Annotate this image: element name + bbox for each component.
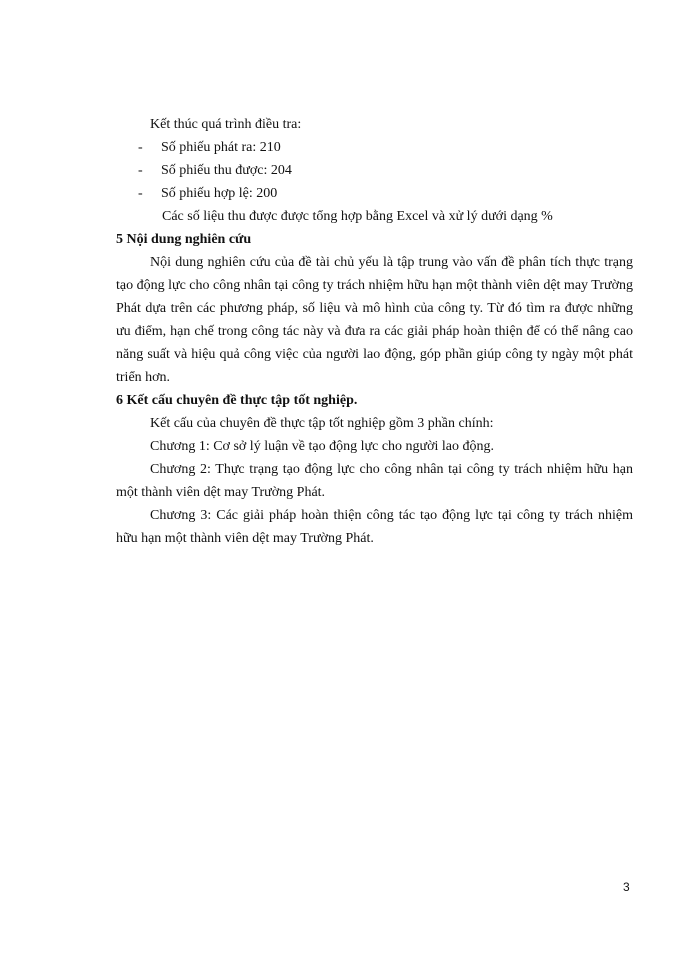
bullet-dash: - [138,140,143,155]
survey-item-text: Số phiếu thu được: 204 [161,163,292,178]
section-5-heading: 5 Nội dung nghiên cứu [116,232,252,247]
survey-item-text: Số phiếu hợp lệ: 200 [161,186,278,201]
page-number: 3 [623,880,630,894]
survey-item [116,136,633,159]
survey-item [116,182,633,205]
chapter-1: Chương 1: Cơ sở lý luận về tạo động lực cho người lao động. [150,439,495,454]
section-6-heading: 6 Kết cấu chuyên đề thực tập tốt nghiệp. [116,393,358,408]
bullet-dash: - [138,163,143,178]
section-6-intro: Kết cấu của chuyên đề thực tập tốt nghiệp gồm 3 phần chính: [150,416,494,431]
chapter-2: Chương 2: Thực trạng tạo động lực cho công nhân tại công ty trách nhiệm hữu hạn một thành viên dệt may Trường Phát. [116,462,633,500]
section-5-body: Nội dung nghiên cứu của đề tài chủ yếu là tập trung vào vấn đề phân tích thực trạng tạo động lực cho công nhân tại công ty trách nhiệm hữu hạn một thành viên dệt may Trường Phát dựa trên các phương pháp, số liệu và mô hình của công ty. Từ đó tìm ra được những ưu điểm, hạn chế trong công tác này và đưa ra các giải pháp hoàn thiện để có thể nâng cao năng suất và hiệu quả công việc của người lao động, góp phần giúp công ty ngày một phát triển hơn. [116,255,633,385]
page-content [116,113,633,550]
chapter-3: Chương 3: Các giải pháp hoàn thiện công tác tạo động lực tại công ty trách nhiệm hữu hạn một thành viên dệt may Trường Phát. [116,508,633,546]
survey-intro: Kết thúc quá trình điều tra: [150,117,302,132]
survey-note: Các số liệu thu được được tổng hợp bằng Excel và xử lý dưới dạng % [162,209,553,224]
survey-item [116,159,633,182]
bullet-dash: - [138,186,143,201]
survey-item-text: Số phiếu phát ra: 210 [161,140,281,155]
